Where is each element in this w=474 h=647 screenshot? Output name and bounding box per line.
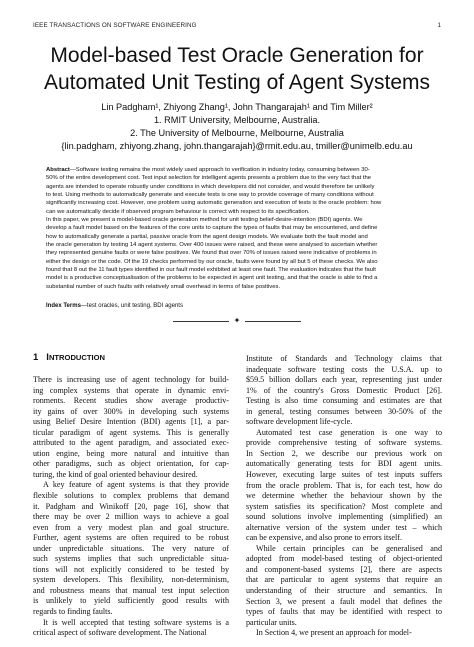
abstract-line: the oracle generation by testing 14 agent systems. Over 400 issues were raised, and these were analysed to ascertain whether	[46, 242, 378, 249]
title-line-1: Model-based Test Oracle Generation for	[50, 44, 424, 67]
abstract-line: In this paper, we present a model-based oracle generation method for unit testing belief-desire-intention (BDI) agents. We	[46, 217, 363, 224]
body-text-line: critical aspect of software development. The National	[33, 628, 207, 638]
body-text-line: attributed to the agent paradigm, and associated exec-	[33, 438, 229, 448]
body-text-line: Section 3, we present a fault model that defines the	[246, 596, 442, 606]
body-text-line: automatically generating tests for BDI agent units.	[246, 459, 442, 469]
body-text-line: such systems implies that such unpredictable situa-	[33, 554, 229, 564]
body-text-line: There is increasing use of agent technology for build-	[33, 375, 229, 384]
body-text-line: adopted from model-based testing of object-oriented	[246, 554, 442, 564]
section-heading	[33, 352, 105, 363]
body-text-line: and component-based systems [2], there are aspects	[246, 564, 442, 574]
body-text-line: A key feature of agent systems is that they provide	[43, 480, 229, 490]
page-number: 1	[437, 22, 441, 29]
abstract-line: substantial number of such faults with relatively small overhead in terms of false positives.	[46, 283, 281, 290]
index-terms	[46, 303, 430, 309]
section-title-rest: NTRODUCTION	[48, 353, 106, 362]
abstract-line: Abstract—Software testing remains the most widely used approach to verification in industry today, consuming between 30-	[46, 167, 370, 173]
body-text-line: from the oracle problem. That is, for each test, how do	[246, 480, 442, 490]
index-terms-label: Index Terms	[46, 303, 81, 309]
body-text-line: using Belief Desire Intention (BDI) agents [1], a par-	[33, 417, 229, 427]
body-text-line: in general, testing consumes between 30-50% of the	[246, 406, 442, 416]
body-text-line: In Section 2, we describe our previous work on	[246, 448, 442, 458]
left-column	[33, 375, 229, 639]
author-emails: {lin.padgham, zhiyong.zhang, john.thangarajah}@rmit.edu.au, tmiller@unimelb.edu.au	[61, 141, 413, 151]
body-text-line: other paradigms, such as object orientation, for cap-	[33, 459, 229, 469]
body-text-line: we determine whether the behaviour shown by the	[246, 491, 442, 501]
abstract-label: Abstract	[46, 167, 70, 173]
abstract-line: they represented genuine faults or were false positives. We found that over 70% of issues raised were indicative of problems in	[46, 250, 377, 257]
body-text-line: tions will not explicitly considered to be tested by	[33, 564, 229, 574]
author-names: Lin Padgham¹, Zhiyong Zhang¹, John Thangarajah¹ and Tim Miller²	[101, 102, 373, 112]
body-text-line: under unpredictable situations. The very nature of	[33, 543, 229, 553]
body-text-line: sound solutions involve implementing (simplified) an	[246, 512, 442, 522]
body-text-line: It is well accepted that testing software systems is a	[43, 617, 229, 627]
body-text-line: and robustness means that manual test input selection	[33, 585, 229, 595]
body-text-line: types of faults that may be identified with respect to	[246, 607, 442, 617]
body-text-line: can be expensive, and also prone to errors itself.	[246, 533, 402, 543]
body-text-line: turing, the kind of goal oriented behaviour desired.	[33, 469, 198, 479]
divider-left	[173, 321, 229, 322]
body-text-line: ution engine, being more natural and intuitive than	[33, 448, 229, 458]
abstract-line: to test. Using methods to automatically generate and execute tests is one way to provide coverage of many conditions without	[46, 192, 374, 199]
abstract-line: model is a productive conceptualisation of the problems to be expected in agent unit testing, and that the oracle is able to find a	[46, 275, 378, 282]
body-text-line: regards to finding faults.	[33, 607, 113, 617]
running-header: IEEE TRANSACTIONS ON SOFTWARE ENGINEERING	[33, 22, 197, 29]
body-text-line: understanding of their structure and semantics. In	[246, 586, 442, 596]
body-text-line: alternative version of the system under test – which	[246, 522, 442, 532]
section-number: 1	[33, 352, 39, 363]
abstract-line: develop a fault model based on the features of the core units to capture the types of faults that may be encountered, and define	[46, 225, 378, 232]
abstract-line: significantly increasing cost. However, one problem using automatic generation and execution of tests is the oracle problem: how	[46, 200, 382, 207]
index-terms-text: —test oracles, unit testing, BDI agents	[80, 303, 183, 309]
section-title-initial: I	[46, 352, 49, 363]
body-text-line: ity gains of over 300% in developing such systems	[33, 406, 229, 416]
diamond-ornament-icon: ✦	[233, 316, 241, 325]
body-text-line: is unlikely to yield sufficiently good results with	[33, 596, 229, 606]
body-text-line: it. Padgham and Winikoff [20, page 16], show that	[33, 501, 229, 511]
body-text-line: $59.5 billion dollars each year, representing just under	[246, 375, 442, 385]
body-text-line: 1% of the country's Gross Domestic Product [26].	[246, 385, 442, 395]
body-text-line: While certain principles can be generalised and	[256, 543, 442, 553]
abstract-line: how to automatically generate a partial, passive oracle from the agent design models. We evaluate both the fault model and	[46, 233, 368, 240]
body-text-line: flexible solutions to complex problems that demand	[33, 491, 229, 501]
abstract	[46, 166, 430, 291]
right-column	[246, 354, 442, 639]
body-text-line: system satisfies its specification? Most complete and	[246, 501, 442, 511]
affiliation-1: 1. RMIT University, Melbourne, Australia.	[153, 115, 321, 125]
author-block	[20, 101, 454, 153]
divider-right	[245, 321, 301, 322]
body-text-line: that are particular to agent systems that require an	[246, 575, 442, 585]
abstract-line: 50% of the entire development cost. Test input selection for intelligent agents presents a problem due to the very fact that the	[46, 175, 372, 182]
body-text-line: ing complex systems that operate in dynamic envi-	[33, 385, 229, 395]
body-text-line: there may be over 2 million ways to achieve a goal	[33, 512, 229, 522]
abstract-line: found that 8 out the 11 fault types identified in our fault model exhibited at least one fault. The evaluation indicates that the fault	[46, 267, 376, 274]
body-text-line: even from a very modest plan and goal structure.	[33, 522, 229, 532]
paper-title	[20, 42, 454, 96]
body-text-line: However, executing large suites of test inputs suffers	[246, 470, 442, 480]
body-text-line: system developers. This flexibility, non-determinism,	[33, 575, 229, 585]
abstract-line: either the design or the code. Of the 19 checks performed by our oracle, faults were found by all but 5 of these checks. We also	[46, 258, 378, 265]
body-text-line: In Section 4, we present an approach for model-	[256, 628, 412, 638]
abstract-line: agents are intended to operate robustly under conditions in which developers did not consider, and would therefore be unlikely	[46, 183, 375, 190]
affiliation-2: 2. The University of Melbourne, Melbourne, Australia	[130, 128, 344, 138]
body-text-line: Automated test case generation is one way to	[256, 427, 442, 437]
title-line-2: Automated Unit Testing of Agent Systems	[44, 71, 430, 94]
body-text-line: ticular paradigm of agent systems. This is generally	[33, 427, 229, 437]
body-text-line: Further, agent systems are often required to be robust	[33, 533, 229, 543]
body-text-line: particular units.	[246, 617, 297, 627]
body-text-line: inadequate software testing costs the U.S.A. up to	[246, 364, 442, 374]
body-text-line: Testing is also time consuming and estimates are that	[246, 396, 442, 406]
abstract-line: can we automatically decide if observed program behaviour is correct with respect to its specification.	[46, 208, 310, 215]
body-text-line: software development life-cycle.	[246, 417, 353, 427]
body-text-line: provide comprehensive testing of software systems.	[246, 438, 442, 448]
body-text-line: Institute of Standards and Technology claims that	[246, 354, 442, 363]
body-text-line: ronments. Recent studies show average productiv-	[33, 396, 229, 406]
